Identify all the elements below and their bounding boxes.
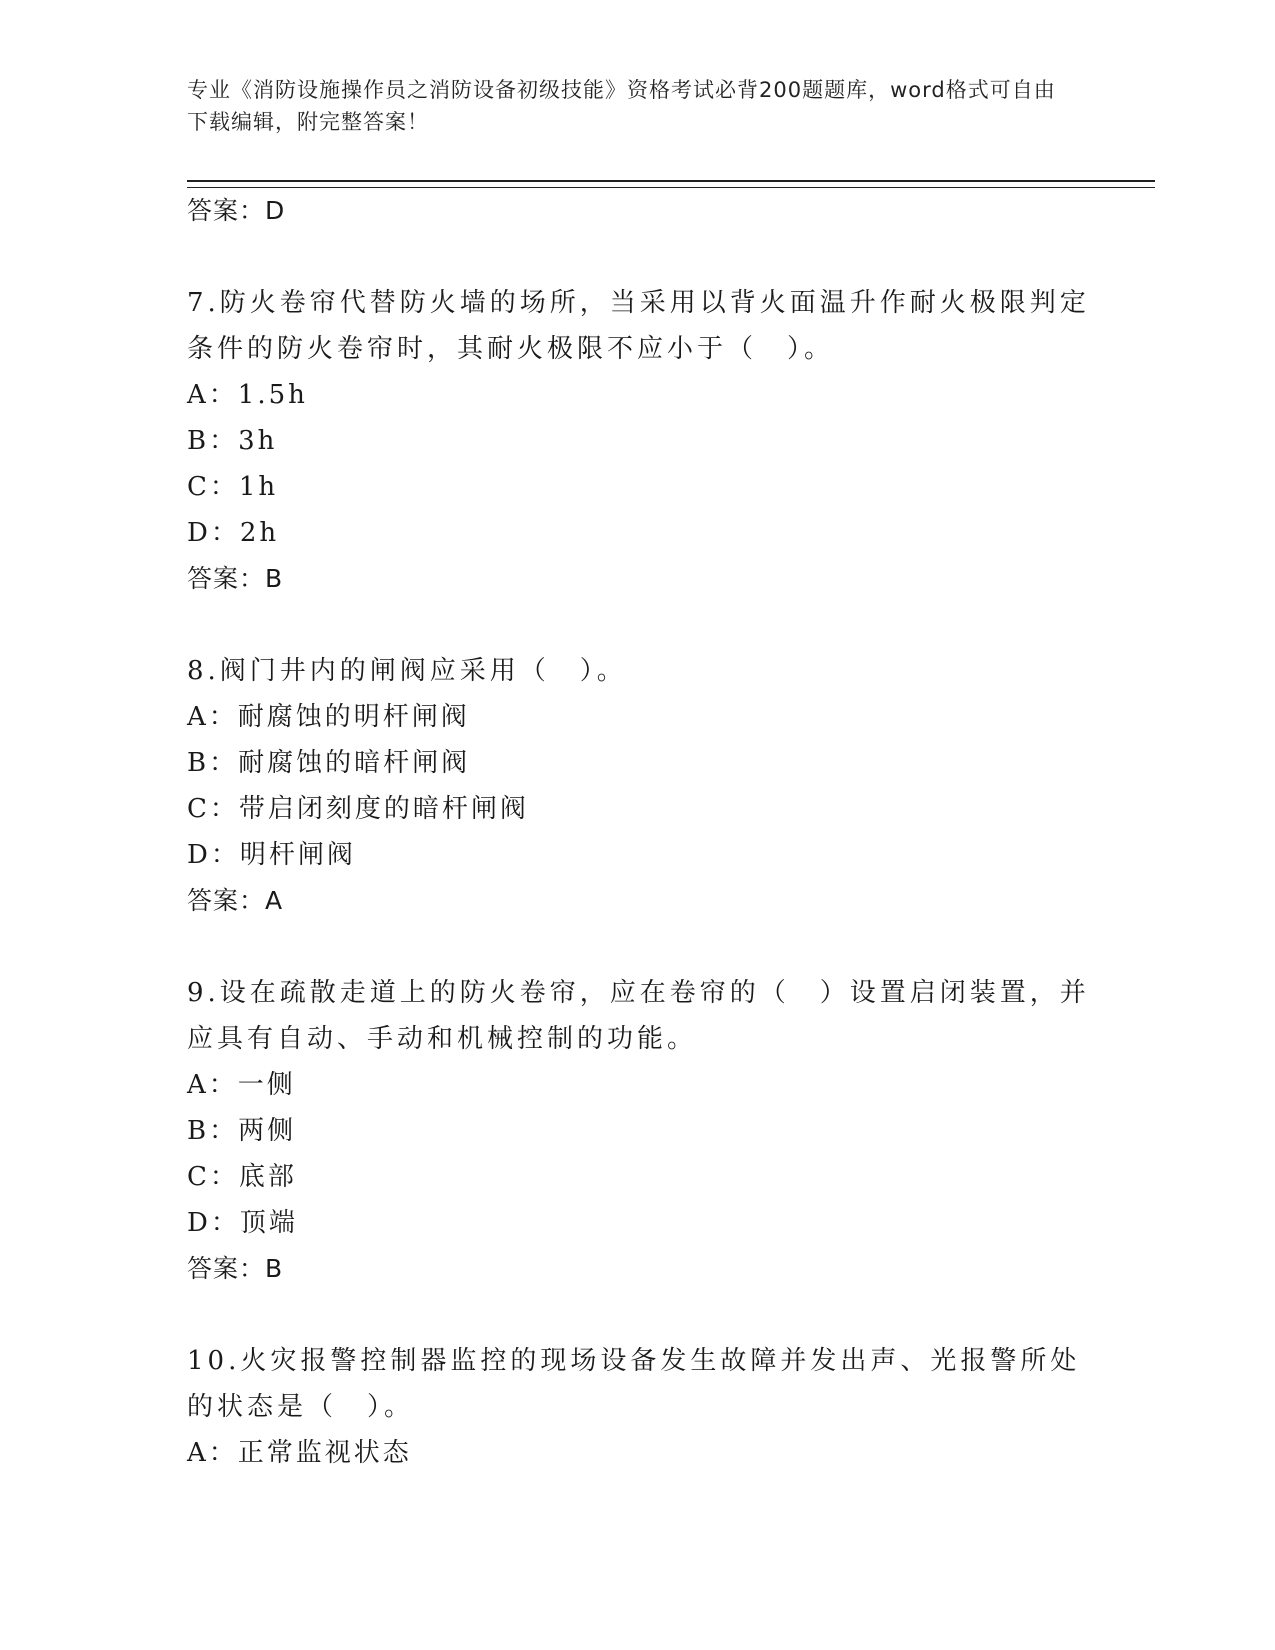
question-stem: 10.火灾报警控制器监控的现场设备发生故障并发出声、光报警所处的状态是（ ）。 [187, 1346, 1081, 1422]
option-b: B：3h [187, 426, 278, 456]
option-d: D：顶端 [187, 1208, 298, 1238]
document-body [187, 188, 1107, 1476]
option-d: D：明杆闸阀 [187, 840, 356, 870]
option-a: A：耐腐蚀的明杆闸阀 [187, 702, 470, 732]
question-stem: 9.设在疏散走道上的防火卷帘，应在卷帘的（ ）设置启闭装置，并应具有自动、手动和机械控制的功能。 [187, 978, 1090, 1054]
option-d: D：2h [187, 518, 280, 548]
question-stem: 8.阀门井内的闸阀应采用（ ）。 [187, 656, 627, 686]
question-10 [187, 1338, 1107, 1476]
answer: 答案：A [187, 886, 284, 915]
answer: 答案：B [187, 1254, 284, 1283]
option-a: A：一侧 [187, 1070, 296, 1100]
option-a: A：正常监视状态 [187, 1438, 412, 1468]
spacer [187, 924, 1107, 970]
question-stem: 7.防火卷帘代替防火墙的场所，当采用以背火面温升作耐火极限判定条件的防火卷帘时，其耐火极限不应小于（ ）。 [187, 288, 1090, 364]
option-b: B：耐腐蚀的暗杆闸阀 [187, 748, 471, 778]
spacer [187, 234, 1107, 280]
document-header: 专业《消防设施操作员之消防设备初级技能》资格考试必背200题题库，word格式可自由下载编辑，附完整答案！ [187, 78, 1056, 134]
spacer [187, 602, 1107, 648]
option-c: C：底部 [187, 1162, 297, 1192]
question-7 [187, 280, 1107, 602]
spacer [187, 1292, 1107, 1338]
option-b: B：两侧 [187, 1116, 297, 1146]
question-9 [187, 970, 1107, 1292]
option-c: C：带启闭刻度的暗杆闸阀 [187, 794, 529, 824]
question-8 [187, 648, 1107, 924]
header-divider [187, 180, 1155, 188]
option-c: C：1h [187, 472, 279, 502]
answer: 答案：B [187, 564, 284, 593]
option-a: A：1.5h [187, 380, 308, 410]
answer-q6: 答案：D [187, 196, 286, 225]
